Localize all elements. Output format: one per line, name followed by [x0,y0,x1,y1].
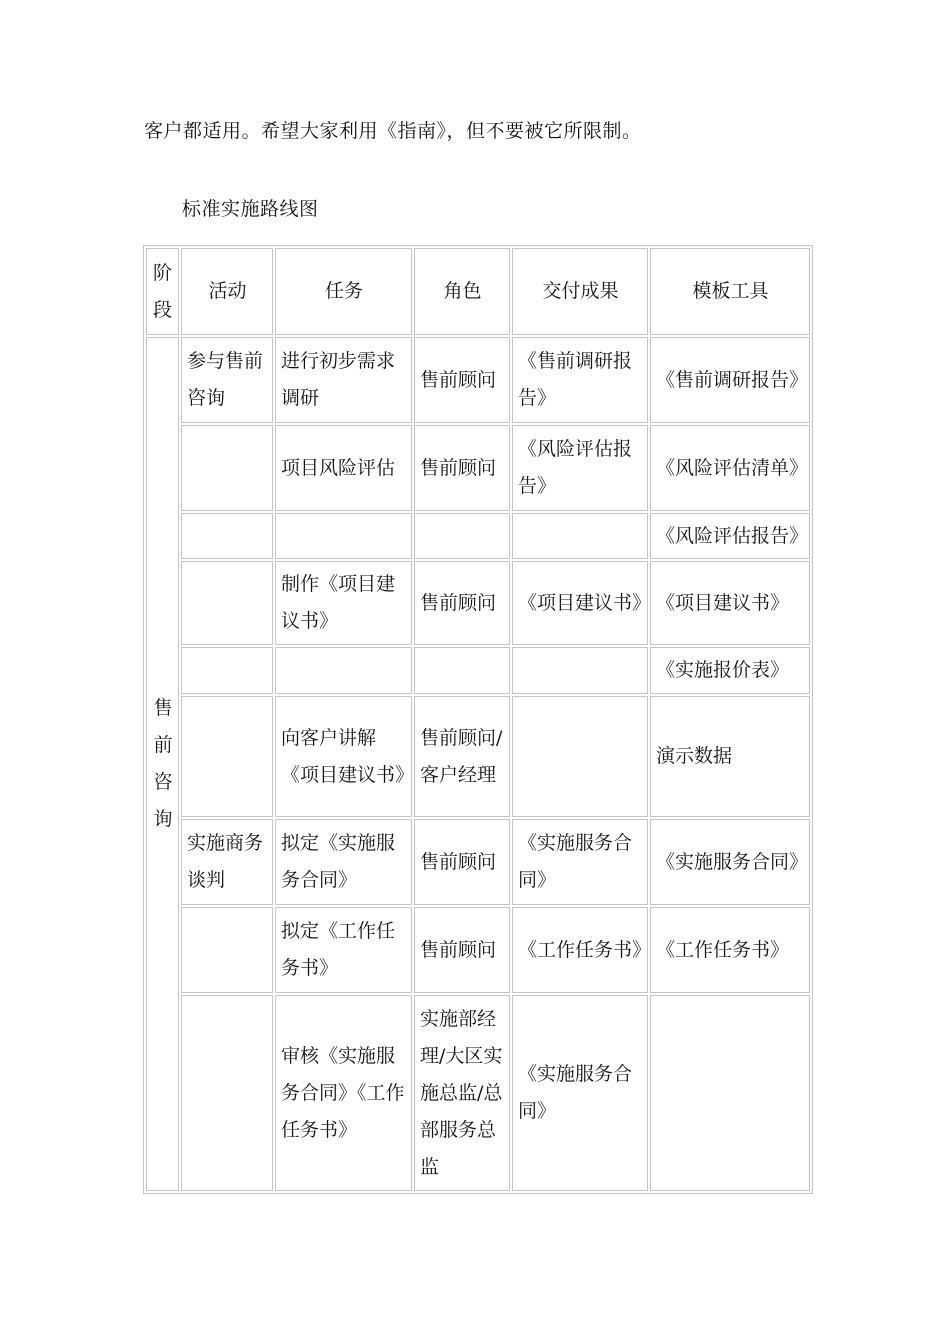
task-cell: 拟定《实施服务合同》 [275,819,412,905]
role-cell: 售前顾问 [414,425,510,511]
task-cell: 向客户讲解《项目建议书》 [275,696,412,817]
activity-cell [181,425,273,511]
table-row [146,337,810,423]
task-cell: 拟定《工作任务书》 [275,907,412,993]
intro-paragraph: 客户都适用。希望大家利用《指南》，但不要被它所限制。 [144,120,642,142]
deliverable-cell: 《实施服务合同》 [512,819,648,905]
task-cell: 制作《项目建议书》 [275,561,412,645]
template-cell: 《风险评估清单》 [650,425,810,511]
deliverable-cell: 《实施服务合同》 [512,995,648,1191]
template-cell: 《工作任务书》 [650,907,810,993]
task-cell [275,513,412,559]
table-header-row [146,248,810,335]
activity-cell [181,513,273,559]
table-row [146,647,810,694]
role-cell [414,513,510,559]
role-cell: 实施部经理/大区实施总监/总部服务总监 [414,995,510,1191]
deliverable-cell: 《工作任务书》 [512,907,648,993]
header-stage: 阶段 [146,248,179,335]
header-template: 模板工具 [650,248,810,335]
task-cell [275,647,412,694]
activity-cell [181,561,273,645]
template-cell: 演示数据 [650,696,810,817]
task-cell: 进行初步需求调研 [275,337,412,423]
stage-cell [146,337,179,1191]
table-row [146,561,810,645]
table-row [146,425,810,511]
deliverable-cell: 《项目建议书》 [512,561,648,645]
template-cell: 《实施报价表》 [650,647,810,694]
header-task: 任务 [275,248,412,335]
role-cell [414,647,510,694]
role-cell: 售前顾问 [414,819,510,905]
task-cell: 项目风险评估 [275,425,412,511]
activity-cell: 实施商务谈判 [181,819,273,905]
header-role: 角色 [414,248,510,335]
template-cell [650,995,810,1191]
roadmap-table [143,245,813,1194]
table-row [146,819,810,905]
activity-cell: 参与售前咨询 [181,337,273,423]
template-cell: 《售前调研报告》 [650,337,810,423]
role-cell: 售前顾问 [414,907,510,993]
table-row [146,513,810,559]
activity-cell [181,696,273,817]
task-cell: 审核《实施服务合同》《工作任务书》 [275,995,412,1191]
role-cell: 售前顾问/客户经理 [414,696,510,817]
deliverable-cell: 《风险评估报告》 [512,425,648,511]
deliverable-cell [512,696,648,817]
section-heading: 标准实施路线图 [182,198,319,220]
template-cell: 《项目建议书》 [650,561,810,645]
role-cell: 售前顾问 [414,561,510,645]
activity-cell [181,907,273,993]
table-row [146,907,810,993]
stage-label: 售前咨询 [153,697,173,830]
deliverable-cell [512,647,648,694]
template-cell: 《实施服务合同》 [650,819,810,905]
deliverable-cell: 《售前调研报告》 [512,337,648,423]
template-cell: 《风险评估报告》 [650,513,810,559]
table-row [146,696,810,817]
activity-cell [181,647,273,694]
header-deliverable: 交付成果 [512,248,648,335]
deliverable-cell [512,513,648,559]
table-row [146,995,810,1191]
header-activity: 活动 [181,248,273,335]
activity-cell [181,995,273,1191]
role-cell: 售前顾问 [414,337,510,423]
